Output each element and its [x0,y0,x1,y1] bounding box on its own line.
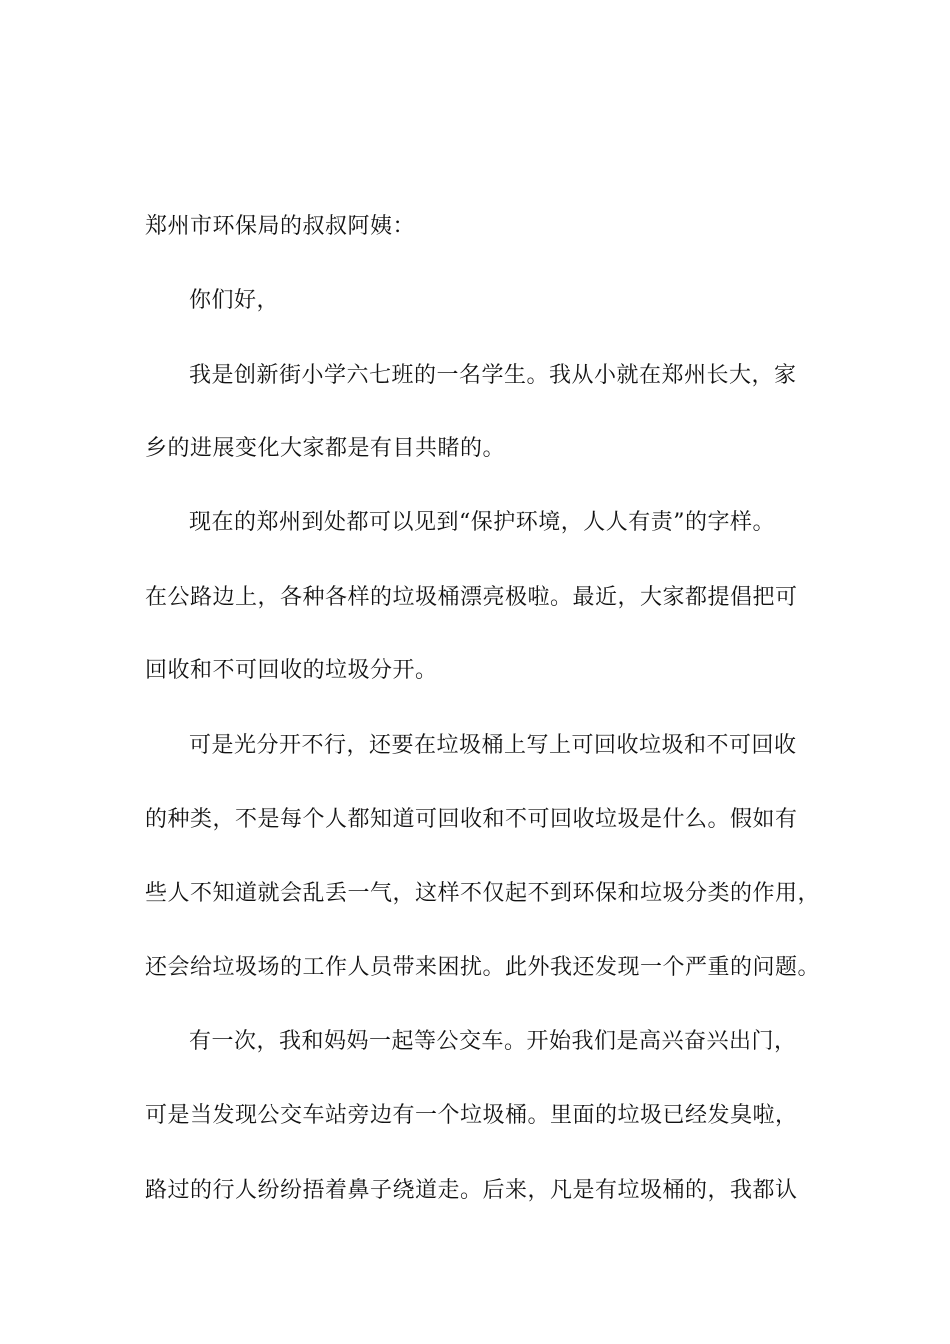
text-line: 可是光分开不行，还要在垃圾桶上写上可回收垃圾和不可回收 [189,733,797,758]
text-line: 路过的行人纷纷捂着鼻子绕道走。后来，凡是有垃圾桶的，我都认 [145,1178,798,1203]
text-line: 些人不知道就会乱丢一气，这样不仅起不到环保和垃圾分类的作用， [145,881,821,906]
text-line: 我是创新街小学六七班的一名学生。我从小就在郑州长大，家 [189,363,797,388]
text-line: 乡的进展变化大家都是有目共睹的。 [145,436,506,461]
text-line: 有一次，我和妈妈一起等公交车。开始我们是高兴奋兴出门， [189,1029,797,1054]
letter-salutation: 郑州市环保局的叔叔阿姨： [145,214,416,239]
letter-greeting: 你们好， [189,288,280,313]
text-line: 还会给垃圾场的工作人员带来困扰。此外我还发现一个严重的问题。 [145,955,821,980]
text-line: 的种类，不是每个人都知道可回收和不可回收垃圾是什么。假如有 [145,807,798,832]
text-line: 可是当发现公交车站旁边有一个垃圾桶。里面的垃圾已经发臭啦， [145,1103,798,1128]
text-line: 在公路边上，各种各样的垃圾桶漂亮极啦。最近，大家都提倡把可 [145,585,798,610]
text-line: 回收和不可回收的垃圾分开。 [145,658,438,683]
text-line: 现在的郑州到处都可以见到“保护环境，人人有责”的字样。 [189,510,775,535]
